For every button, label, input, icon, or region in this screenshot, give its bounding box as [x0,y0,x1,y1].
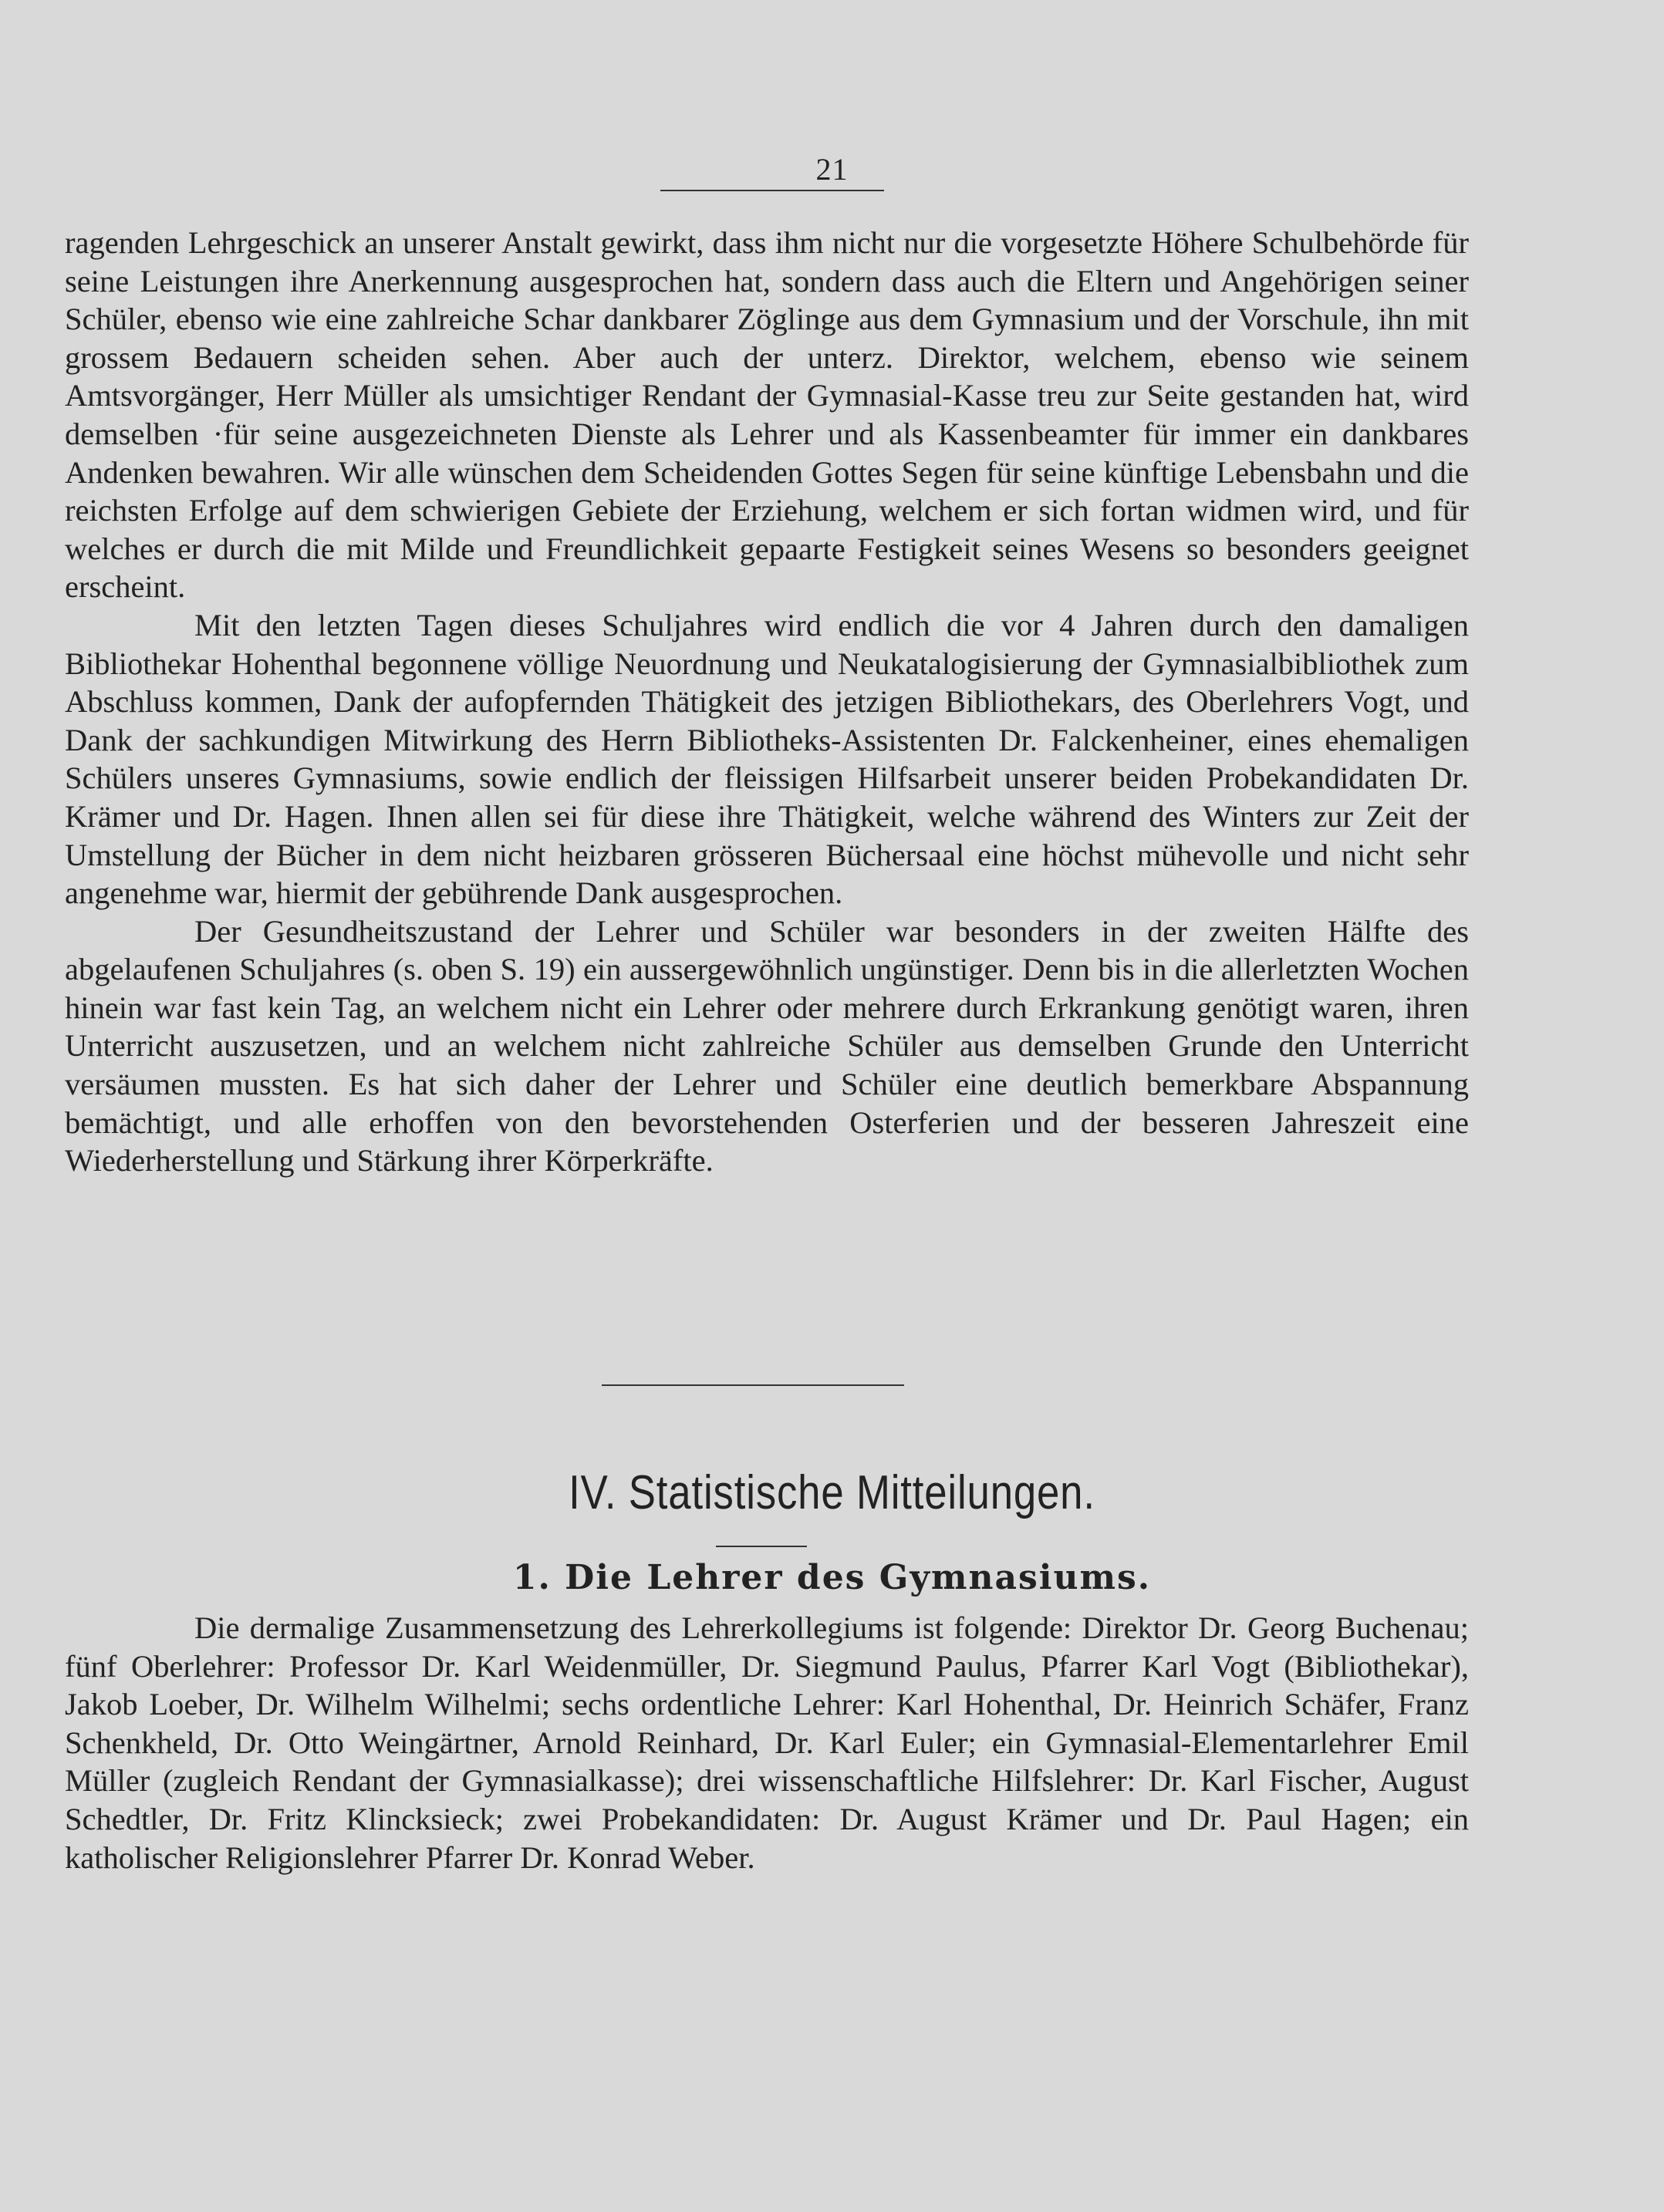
paragraph-continuation: ragenden Lehrgeschick an unserer Anstalt gewirkt, dass ihm nicht nur die vorgesetzte Höhere Schulbehörde für seine Leistungen ihre Anerkennung ausgesprochen hat, sondern dass auch die Eltern und Angehörigen seiner Schüler, ebenso wie eine zahlreiche Schar dankbarer Zöglinge aus dem Gymnasium und der Vorschule, ihn mit grossem Bedauern scheiden sehen. Aber auch der unterz. Direktor, welchem, ebenso wie seinem Amtsvorgänger, Herr Müller als umsichtiger Rendant der Gymnasial-Kasse treu zur Seite gestanden hat, wird demselben ·für seine ausgezeichneten Dienste als Lehrer und als Kassenbeamter für immer ein dankbares Andenken bewahren. Wir alle wünschen dem Scheidenden Gottes Segen für seine künftige Lebensbahn und die reichsten Erfolge auf dem schwierigen Gebiete der Erziehung, welchem er sich fortan widmen wird, und für welches er durch die mit Milde und Freundlichkeit gepaarte Festigkeit seines Wesens so besonders geeignet erscheint. [65,225,1469,605]
page-number-rule [660,190,884,191]
body-text-top [65,224,1469,1180]
subheading: 1. Die Lehrer des Gymnasiums. [512,1558,1152,1597]
paragraph-library: Mit den letzten Tagen dieses Schuljahres wird endlich die vor 4 Jahren durch den damaligen Bibliothekar Hohenthal begonnene völlige Neuordnung und Neukatalogisierung der Gymnasialbibliothek zum Abschluss kommen, Dank der aufopfernden Thätigkeit des jetzigen Bibliothekars, des Oberlehrers Vogt, und Dank der sachkundigen Mitwirkung des Herrn Bibliotheks-Assistenten Dr. Falckenheiner, eines ehemaligen Schülers unseres Gymnasiums, sowie endlich der fleissigen Hilfsarbeit unserer beiden Probekandidaten Dr. Krämer und Dr. Hagen. Ihnen allen sei für diese ihre Thätigkeit, welche während des Winters zur Zeit der Umstellung der Bücher in dem nicht heizbaren grösseren Büchersaal eine höchst mühevolle und nicht sehr angenehme war, hiermit der gebührende Dank ausgesprochen. [65,607,1469,911]
section-heading: IV. Statistische Mitteilungen. [569,1466,1095,1519]
page-number: 21 [815,152,849,187]
body-text-bottom [65,1609,1469,1876]
section-divider [602,1384,904,1386]
paragraph-health: Der Gesundheitszustand der Lehrer und Schüler war besonders in der zweiten Hälfte des abgelaufenen Schuljahres (s. oben S. 19) ein aussergewöhnlich ungünstiger. Denn bis in die allerletzten Wochen hinein war fast kein Tag, an welchem nicht ein Lehrer oder mehrere durch Erkrankung genötigt waren, ihren Unterricht auszusetzen, und an welchem nicht zahlreiche Schüler aus demselben Grunde den Unterricht versäumen mussten. Es hat sich daher der Lehrer und Schüler eine deutlich bemerkbare Abspannung bemächtigt, und alle erhoffen von den bevorstehenden Osterferien und der besseren Jahreszeit eine Wiederherstellung und Stärkung ihrer Körperkräfte. [65,913,1469,1178]
paragraph-teachers: Die dermalige Zusammensetzung des Lehrerkollegiums ist folgende: Direktor Dr. Georg Buchenau; fünf Oberlehrer: Professor Dr. Karl Weidenmüller, Dr. Siegmund Paulus, Pfarrer Karl Vogt (Bibliothekar), Jakob Loeber, Dr. Wilhelm Wilhelmi; sechs ordentliche Lehrer: Karl Hohenthal, Dr. Heinrich Schäfer, Franz Schenkheld, Dr. Otto Weingärtner, Arnold Reinhard, Dr. Karl Euler; ein Gymnasial-Elementarlehrer Emil Müller (zugleich Rendant der Gymnasialkasse); drei wissenschaftliche Hilfslehrer: Dr. Karl Fischer, August Schedtler, Dr. Fritz Klincksieck; zwei Probekandidaten: Dr. August Krämer und Dr. Paul Hagen; ein katholischer Religionslehrer Pfarrer Dr. Konrad Weber. [65,1610,1469,1875]
heading-underline [716,1546,807,1547]
